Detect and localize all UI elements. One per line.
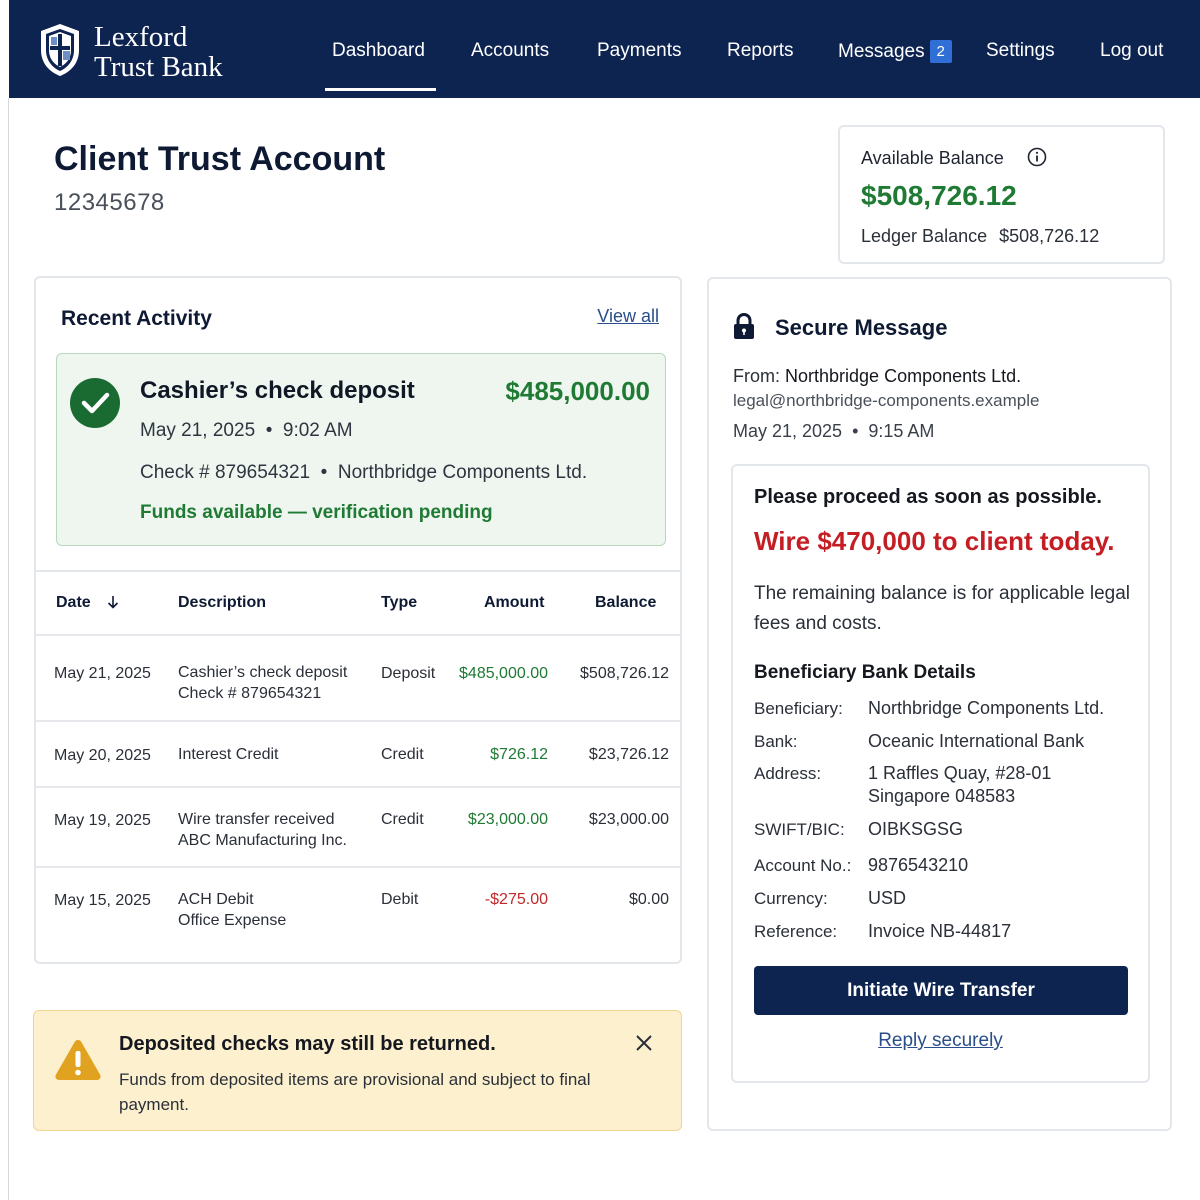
info-icon[interactable]	[1027, 147, 1047, 167]
row-description	[178, 662, 347, 704]
nav-active-indicator	[325, 88, 436, 91]
bank-shield-logo-icon	[39, 22, 81, 78]
row-amount: $485,000.00	[459, 665, 548, 682]
account-no-value: 9876543210	[868, 855, 969, 875]
bank-label: Bank:	[754, 732, 798, 751]
row-date: May 21, 2025	[54, 665, 151, 682]
lock-icon	[733, 313, 755, 340]
sort-descending-icon	[107, 595, 119, 609]
messages-count-badge: 2	[930, 40, 952, 63]
sender-name: Northbridge Components Ltd.	[785, 366, 1022, 386]
column-header-balance[interactable]: Balance	[595, 594, 657, 611]
row-separator	[36, 720, 680, 722]
reference-label: Reference:	[754, 922, 838, 941]
deposit-title: Cashier’s check deposit	[140, 377, 415, 404]
row-description	[178, 889, 286, 931]
available-balance-label: Available Balance	[861, 148, 1004, 168]
swift-value: OIBKSGSG	[868, 819, 964, 839]
row-balance: $0.00	[628, 891, 669, 908]
message-sender	[733, 366, 1021, 387]
secure-message-title: Secure Message	[775, 315, 948, 340]
row-separator	[36, 786, 680, 788]
row-balance: $508,726.12	[580, 665, 669, 682]
warning-triangle-icon	[54, 1037, 102, 1081]
column-header-description[interactable]: Description	[178, 594, 267, 611]
row-type: Credit	[381, 746, 424, 763]
column-header-date-label: Date	[56, 594, 91, 611]
row-description-line2: Check # 879654321	[178, 685, 322, 702]
brand-line-1: Lexford	[94, 21, 188, 53]
warning-title: Deposited checks may still be returned.	[119, 1033, 496, 1055]
highlighted-deposit[interactable]	[56, 353, 666, 546]
beneficiary-label: Beneficiary:	[754, 699, 843, 718]
row-separator	[36, 866, 680, 868]
currency-value: USD	[868, 888, 907, 908]
account-number: 12345678	[54, 189, 165, 216]
close-icon[interactable]	[634, 1033, 654, 1053]
sender-email: legal@northbridge-components.example	[733, 391, 1040, 410]
secure-message-card	[707, 277, 1172, 1131]
recent-activity-card	[34, 276, 682, 964]
nav-reports[interactable]: Reports	[727, 40, 794, 61]
row-description-line2: Office Expense	[178, 912, 287, 929]
view-all-link[interactable]: View all	[597, 306, 659, 326]
row-date: May 15, 2025	[54, 892, 151, 909]
nav-messages[interactable]	[838, 40, 952, 63]
page-left-border	[8, 98, 9, 1200]
row-description-line1: Cashier’s check deposit	[178, 664, 348, 681]
sender-label: From:	[733, 366, 780, 386]
bank-brand-name[interactable]	[94, 22, 223, 82]
swift-label: SWIFT/BIC:	[754, 820, 845, 839]
ledger-balance-amount: $508,726.12	[999, 226, 1100, 246]
message-lead: Please proceed as soon as possible.	[754, 486, 1102, 508]
row-amount: $726.12	[490, 746, 548, 763]
row-description-line1: Wire transfer received	[178, 811, 335, 828]
column-header-type[interactable]: Type	[381, 594, 418, 611]
account-no-label: Account No.:	[754, 856, 852, 875]
address-line2: Singapore 048583	[868, 786, 1016, 806]
success-check-icon	[70, 378, 120, 428]
ledger-balance-label: Ledger Balance	[861, 226, 988, 246]
row-description-line1: Interest Credit	[178, 746, 279, 763]
currency-label: Currency:	[754, 889, 828, 908]
nav-settings[interactable]: Settings	[986, 40, 1055, 61]
row-type: Debit	[381, 891, 419, 908]
ledger-balance	[861, 226, 1099, 247]
row-description-line1: ACH Debit	[178, 891, 254, 908]
row-separator	[36, 634, 680, 636]
address-label: Address:	[754, 764, 822, 783]
address-value	[868, 762, 1051, 808]
row-type: Deposit	[381, 665, 436, 682]
message-urgent-request: Wire $470,000 to client today.	[754, 526, 1115, 556]
message-body	[731, 464, 1150, 1083]
row-description	[178, 809, 347, 851]
nav-dashboard[interactable]: Dashboard	[332, 40, 425, 61]
nav-logout[interactable]: Log out	[1100, 40, 1164, 61]
row-type: Credit	[381, 811, 424, 828]
beneficiary-value: Northbridge Components Ltd.	[868, 698, 1105, 718]
nav-messages-label: Messages	[838, 41, 925, 62]
row-amount: -$275.00	[484, 891, 548, 908]
top-navigation-bar	[9, 0, 1200, 98]
table-divider	[36, 570, 680, 572]
bank-value: Oceanic International Bank	[868, 731, 1085, 751]
beneficiary-section-title: Beneficiary Bank Details	[754, 662, 976, 683]
row-description	[178, 744, 278, 765]
initiate-wire-transfer-button[interactable]: Initiate Wire Transfer	[754, 966, 1128, 1015]
available-balance-amount: $508,726.12	[861, 180, 1017, 211]
column-header-date[interactable]	[56, 594, 119, 612]
brand-line-2: Trust Bank	[94, 51, 223, 83]
page-title: Client Trust Account	[54, 140, 386, 178]
deposit-status: Funds available — verification pending	[140, 502, 493, 523]
reply-securely-link[interactable]: Reply securely	[878, 1030, 1003, 1051]
column-header-amount[interactable]: Amount	[484, 594, 545, 611]
deposit-amount: $485,000.00	[505, 376, 650, 406]
balance-card	[838, 125, 1165, 264]
address-line1: 1 Raffles Quay, #28-01	[868, 763, 1052, 783]
warning-text: Funds from deposited items are provisional and subject to final payment.	[119, 1070, 591, 1114]
row-balance: $23,000.00	[588, 811, 669, 828]
row-amount: $23,000.00	[467, 811, 548, 828]
deposit-datetime: May 21, 2025 • 9:02 AM	[140, 420, 353, 441]
recent-activity-title: Recent Activity	[61, 307, 212, 330]
message-datetime: May 21, 2025 • 9:15 AM	[733, 421, 935, 441]
nav-payments[interactable]: Payments	[597, 40, 682, 61]
message-text: The remaining balance is for applicable legal fees and costs.	[754, 583, 1131, 634]
returned-checks-warning	[33, 1010, 682, 1131]
nav-accounts[interactable]: Accounts	[471, 40, 550, 61]
deposit-check-details: Check # 879654321 • Northbridge Components Ltd.	[140, 462, 588, 483]
row-balance: $23,726.12	[588, 746, 669, 763]
row-description-line2: ABC Manufacturing Inc.	[178, 832, 347, 849]
row-date: May 20, 2025	[54, 747, 151, 764]
row-date: May 19, 2025	[54, 812, 151, 829]
reference-value: Invoice NB-44817	[868, 921, 1012, 941]
